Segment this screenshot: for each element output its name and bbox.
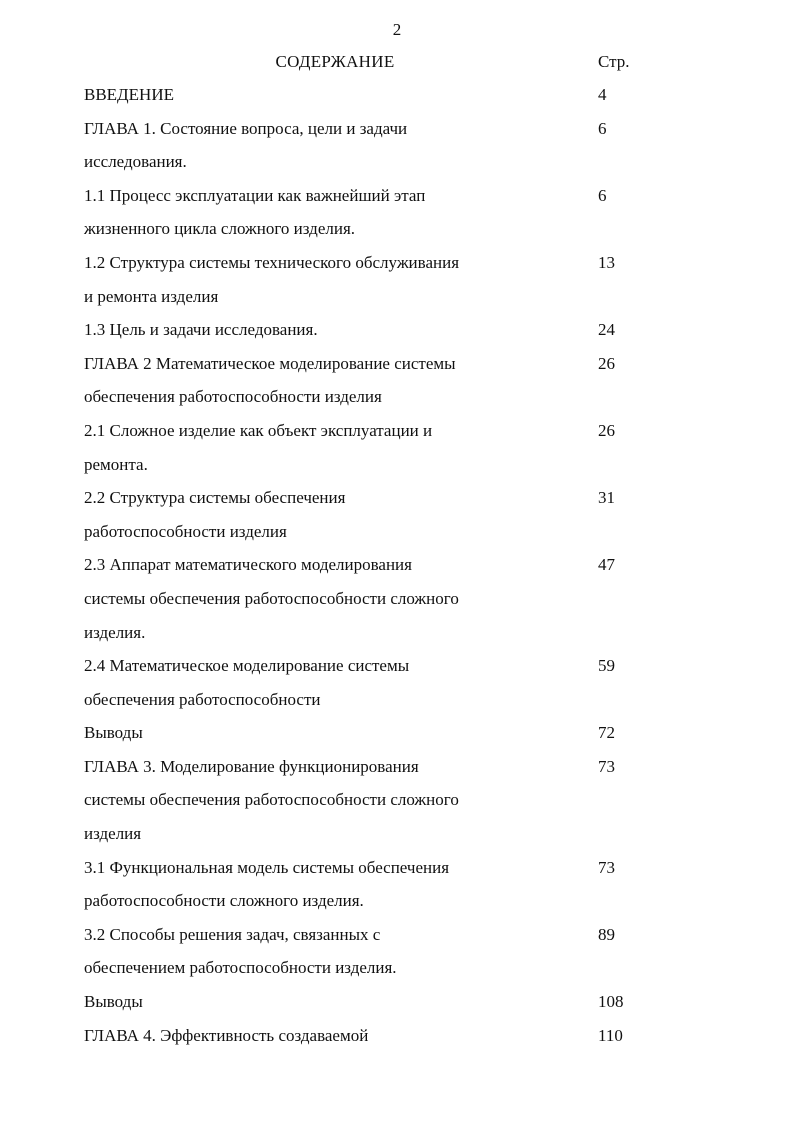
toc-entry-page: 73 — [598, 857, 615, 877]
toc-entry — [84, 246, 684, 313]
toc-entry-text: изделия — [84, 824, 142, 844]
toc-entry-text: обеспечения работоспособности — [84, 689, 321, 709]
toc-entry-text: Выводы — [84, 723, 143, 743]
toc-entry-text: 3.1 Функциональная модель системы обеспечения — [84, 857, 450, 877]
toc-entry-page: 13 — [598, 252, 615, 272]
toc-entry — [84, 851, 684, 918]
toc-entry — [84, 716, 684, 750]
page-number: 2 — [392, 20, 402, 39]
toc-entry-page: 59 — [598, 656, 615, 676]
toc-entry-text: ГЛАВА 3. Моделирование функционирования — [84, 756, 419, 776]
toc-entry-page: 6 — [598, 185, 607, 205]
toc-entry-page: 73 — [598, 756, 615, 776]
toc-entry-text: исследования. — [84, 152, 187, 172]
toc-entry-text: обеспечения работоспособности изделия — [84, 387, 382, 407]
toc-entry-text: 2.1 Сложное изделие как объект эксплуатации и — [84, 420, 433, 440]
toc-entry — [84, 481, 684, 548]
toc-entry — [84, 548, 684, 649]
toc-entry-text: 2.3 Аппарат математического моделирования — [84, 555, 412, 575]
toc-entry — [84, 1019, 684, 1053]
toc-entry — [84, 78, 684, 112]
toc-entry-page: 24 — [598, 320, 615, 340]
toc-entry — [84, 649, 684, 716]
toc-entry-text: обеспечением работоспособности изделия. — [84, 958, 397, 978]
toc-entry-text: Выводы — [84, 992, 143, 1012]
toc-entry-page: 72 — [598, 723, 615, 743]
toc-entry-text: ремонта. — [84, 454, 148, 474]
toc-entry-text: ВВЕДЕНИЕ — [84, 85, 174, 104]
toc-entry-text: ГЛАВА 2 Математическое моделирование системы — [84, 353, 456, 373]
toc-entry-text: работоспособности сложного изделия. — [84, 891, 364, 911]
toc-entry-page: 89 — [598, 924, 615, 944]
toc-entry-text: ГЛАВА 4. Эффективность создаваемой — [84, 1025, 369, 1045]
toc-entry-page: 26 — [598, 353, 615, 373]
page-column-header: Стр. — [598, 52, 630, 71]
toc-entry — [84, 179, 684, 246]
toc-entry-text: изделия. — [84, 622, 146, 642]
toc-entry-page: 108 — [598, 992, 624, 1012]
toc-entry-text: 3.2 Способы решения задач, связанных с — [84, 924, 381, 944]
toc-entry — [84, 985, 684, 1019]
toc-title: СОДЕРЖАНИЕ — [275, 52, 395, 71]
toc-entry-page: 47 — [598, 555, 615, 575]
toc-header — [0, 52, 794, 72]
toc-entry-text: работоспособности изделия — [84, 521, 287, 541]
table-of-contents — [84, 78, 684, 1052]
toc-entry-text: ГЛАВА 1. Состояние вопроса, цели и задачи — [84, 118, 408, 138]
toc-entry-text: жизненного цикла сложного изделия. — [84, 219, 356, 239]
toc-entry-text: 1.2 Структура системы технического обслуживания — [84, 252, 460, 272]
toc-entry-text: 2.2 Структура системы обеспечения — [84, 488, 346, 508]
toc-entry-text: системы обеспечения работоспособности сложного — [84, 588, 459, 608]
toc-entry-page: 26 — [598, 420, 615, 440]
toc-entry-text: и ремонта изделия — [84, 286, 219, 306]
toc-entry — [84, 918, 684, 985]
toc-entry — [84, 112, 684, 179]
toc-entry-text: 1.1 Процесс эксплуатации как важнейший этап — [84, 185, 426, 205]
toc-entry-page: 4 — [598, 85, 607, 104]
toc-entry — [84, 347, 684, 414]
toc-entry-text: 2.4 Математическое моделирование системы — [84, 656, 410, 676]
toc-entry-page: 110 — [598, 1025, 623, 1045]
toc-entry-text: системы обеспечения работоспособности сложного — [84, 790, 459, 810]
toc-entry — [84, 750, 684, 851]
toc-entry-page: 31 — [598, 488, 615, 508]
toc-entry-page: 6 — [598, 118, 607, 138]
toc-entry — [84, 414, 684, 481]
toc-entry — [84, 313, 684, 347]
toc-entry-text: 1.3 Цель и задачи исследования. — [84, 320, 318, 340]
